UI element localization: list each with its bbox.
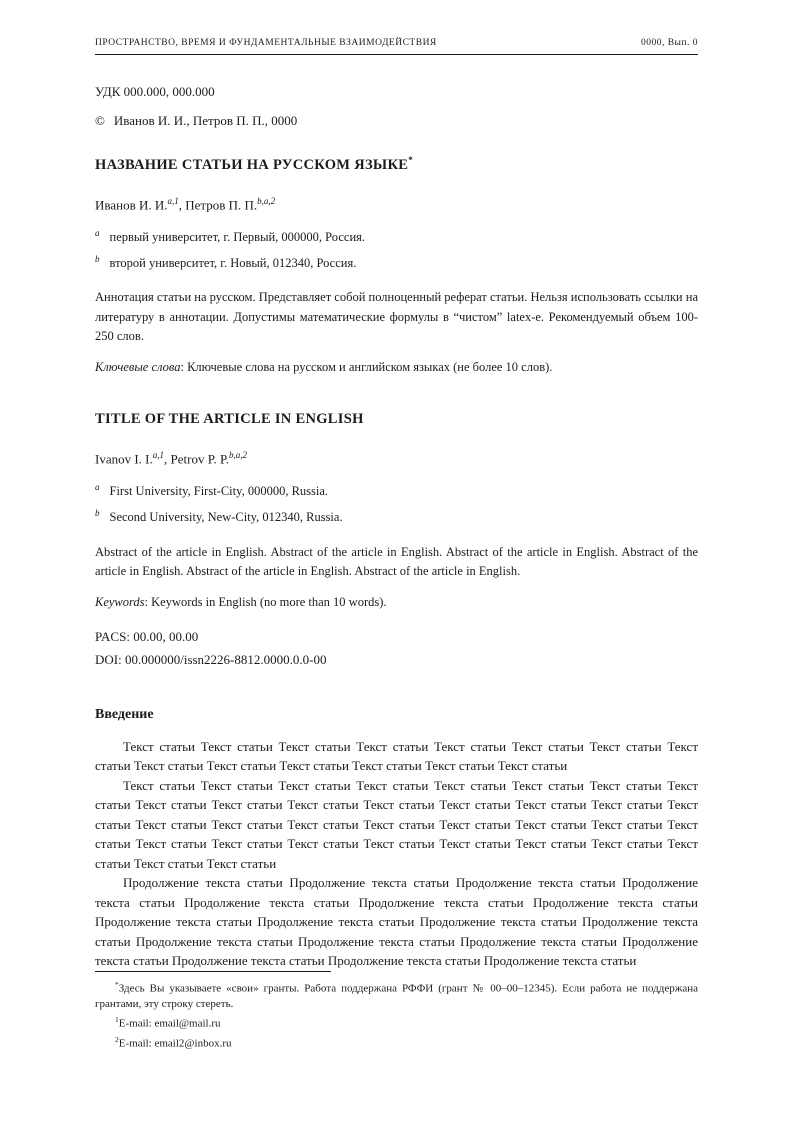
title-en: TITLE OF THE ARTICLE IN ENGLISH xyxy=(95,410,364,427)
author-en-2: Petrov P. P. xyxy=(170,451,230,467)
copyright-icon: © xyxy=(95,113,105,128)
footnote-email-1 xyxy=(95,1012,698,1032)
title-ru-text: НАЗВАНИЕ СТАТЬИ НА РУССКОМ ЯЗЫКЕ xyxy=(95,156,409,173)
running-head xyxy=(95,38,698,55)
footnote-email-1-text: E-mail: email@mail.ru xyxy=(118,1017,221,1030)
footnote-grant-text: Здесь Вы указываете «свои» гранты. Работа поддержана РФФИ (грант № 00–00–12345). Если работа не поддержана грантами, эту строку стереть. xyxy=(95,982,698,1010)
abstract-ru: Аннотация статьи на русском. Представляет собой полноценный реферат статьи. Нельзя использовать ссылки на литературу в аннотации. Допустимы математические формулы в “чистом” latex-e. Рекомендуемый объем 100-250 слов. xyxy=(95,290,698,344)
copyright-text: Иванов И. И., Петров П. П., 0000 xyxy=(113,113,298,128)
affiliation-en-a-marker: a xyxy=(95,482,100,493)
authors-ru xyxy=(95,196,698,213)
affiliation-en-b xyxy=(95,503,698,529)
author-en-1: Ivanov I. I. xyxy=(95,451,153,467)
authors-ru-sep: , xyxy=(178,197,186,213)
authors-en xyxy=(95,450,698,467)
footnote-grant-mark: * xyxy=(115,979,119,989)
authors-en-sep: , xyxy=(164,451,171,467)
affiliation-en-b-marker: b xyxy=(95,507,100,518)
doi-line: DOI: 00.000000/issn2226-8812.0000.0.0-00 xyxy=(95,651,327,667)
journal-title: ПРОСТРАНСТВО, ВРЕМЯ И ФУНДАМЕНТАЛЬНЫЕ ВЗАИМОДЕЙСТВИЯ xyxy=(95,38,437,48)
body-paragraph-1: Текст статьи Текст статьи Текст статьи Текст статьи Текст статьи Текст статьи Текст статьи Текст статьи Текст статьи Текст статьи Текст статьи Текст статьи Текст статьи Текст статьи xyxy=(95,738,698,774)
affiliations-en xyxy=(95,477,698,528)
copyright-line xyxy=(95,113,698,129)
footnote-email-2-mark: 2 xyxy=(115,1035,119,1045)
keywords-ru-text: : Ключевые слова на русском и английском языках (не более 10 слов). xyxy=(180,359,553,374)
udc-line: УДК 000.000, 000.000 xyxy=(95,84,215,99)
title-footnote-mark: * xyxy=(408,155,414,165)
footnote-grant xyxy=(95,977,698,1013)
author-ru-2-sup: b,a,2 xyxy=(257,195,276,206)
affiliation-ru-a-marker: a xyxy=(95,228,100,239)
affiliation-ru-b xyxy=(95,249,698,275)
title-ru xyxy=(95,155,698,174)
body-paragraph-3: Продолжение текста статьи Продолжение текста статьи Продолжение текста статьи Продолжение текста статьи Продолжение текста статьи Продолжение текста статьи Продолжение текста статьи Продолжение текста статьи Продолжение текста статьи Продолжение текста статьи Продолжение текста статьи Продолжение текста статьи Продолжение текста статьи Продолжение текста статьи Продолжение текста статьи Продолжение текста статьи Продолжение текста статьи Продолжение текста статьи xyxy=(95,875,698,969)
author-ru-1-sup: a,1 xyxy=(167,195,179,206)
affiliation-en-a-text: First University, First-City, 000000, Russia. xyxy=(109,484,329,499)
footnote-email-2-text: E-mail: email2@inbox.ru xyxy=(118,1038,232,1051)
issue-label: 0000, Вып. 0 xyxy=(640,38,698,48)
affiliation-ru-b-marker: b xyxy=(95,253,100,264)
author-en-1-sup: a,1 xyxy=(152,449,165,460)
affiliations-ru xyxy=(95,223,698,274)
footnote-rule xyxy=(95,971,331,972)
affiliation-ru-b-text: второй университет, г. Новый, 012340, Россия. xyxy=(109,255,357,270)
affiliation-en-b-text: Second University, New-City, 012340, Russia. xyxy=(109,510,343,525)
author-ru-2: Петров П. П. xyxy=(185,197,258,213)
author-ru-1: Иванов И. И. xyxy=(95,197,168,213)
affiliation-ru-a-text: первый университет, г. Первый, 000000, Россия. xyxy=(109,230,366,245)
section-heading-introduction: Введение xyxy=(95,706,154,722)
footnote-email-2 xyxy=(95,1032,698,1052)
body-paragraph-2: Текст статьи Текст статьи Текст статьи Текст статьи Текст статьи Текст статьи Текст статьи Текст статьи Текст статьи Текст статьи Текст статьи Текст статьи Текст статьи Текст статьи Текст статьи Текст статьи Текст статьи Текст статьи Текст статьи Текст статьи Текст статьи Текст статьи Текст статьи Текст статьи Текст статьи Текст статьи Текст статьи Текст статьи Текст статьи Текст статьи Текст статьи Текст статьи Текст статьи Текст статьи xyxy=(95,777,698,871)
pacs-line: PACS: 00.00, 00.00 xyxy=(95,628,199,644)
keywords-en-label: Keywords xyxy=(95,594,145,609)
keywords-en-text: : Keywords in English (no more than 10 words). xyxy=(144,594,387,609)
keywords-ru xyxy=(95,360,698,375)
footnote-block xyxy=(95,971,698,1053)
affiliation-en-a xyxy=(95,477,698,503)
affiliation-ru-a xyxy=(95,223,698,249)
keywords-en xyxy=(95,595,698,610)
footnote-email-1-mark: 1 xyxy=(115,1015,119,1025)
abstract-en: Abstract of the article in English. Abstract of the article in English. Abstract of the article in English. Abstract of the article in English. Abstract of the article in English. Abstract of the article in English. xyxy=(95,544,698,579)
author-en-2-sup: b,a,2 xyxy=(229,449,248,460)
keywords-ru-label: Ключевые слова xyxy=(95,359,181,374)
